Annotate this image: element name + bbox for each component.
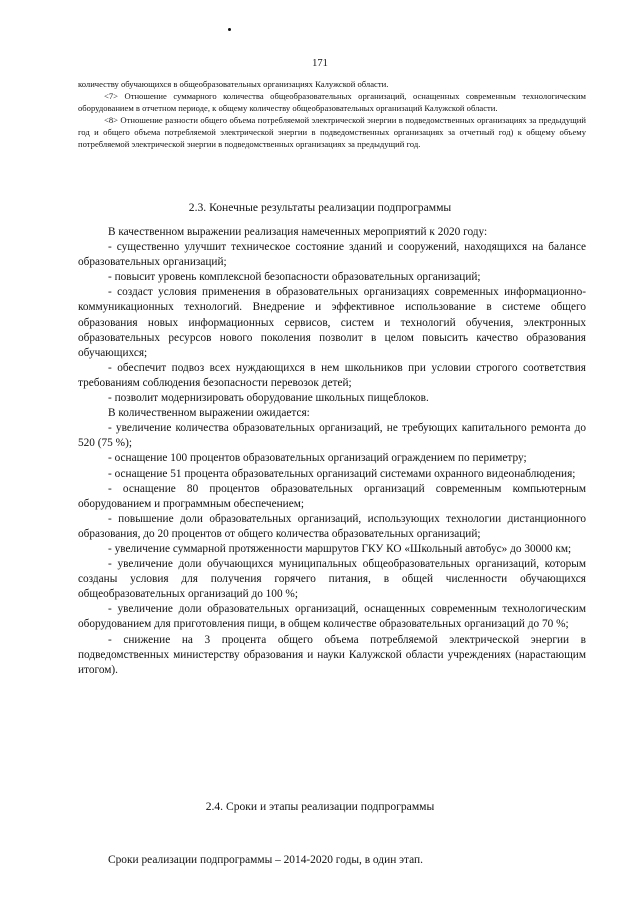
body-paragraph: - оснащение 100 процентов образовательных организаций ограждением по периметру; — [108, 452, 527, 465]
body-paragraph: - увеличение количества образовательных организаций, не требующих капитального ремонта до 520 (75 %); — [78, 422, 586, 450]
footnote-text: <7> Отношение суммарного количества общеобразовательных организаций, оснащенных современным технологическим оборудованием в отчетном периоде, к общему количеству общеобразовательных организаций Калужской области. — [78, 91, 586, 113]
body-paragraph: - оснащение 51 процента образовательных организаций системами охранного видеонаблюдения; — [108, 467, 576, 480]
body-paragraph: - обеспечит подвоз всех нуждающихся в нем школьников при условии строгого соответствия требованиям соблюдения безопасности перевозок детей; — [78, 361, 586, 389]
body-paragraph: - оснащение 80 процентов образовательных организаций современным компьютерным оборудованием и программным обеспечением; — [78, 482, 586, 510]
body-paragraph: - снижение на 3 процента общего объема потребляемой электрической энергии в подведомственных министерству образования и науки Калужской области учреждениях (нарастающим итогом). — [78, 633, 586, 676]
body-paragraph: В количественном выражении ожидается: — [108, 407, 310, 420]
scan-speck — [228, 28, 231, 31]
body-paragraph: - увеличение доли обучающихся муниципальных общеобразовательных организаций, которым созданы условия для получения горячего питания, в общей численности обучающихся общеобразовательных организаций до 100 %; — [78, 558, 586, 601]
body-paragraph: - позволит модернизировать оборудование школьных пищеблоков. — [108, 392, 429, 405]
footnote-text: количеству обучающихся в общеобразовательных организациях Калужской области. — [78, 79, 389, 89]
body-paragraph: - повысит уровень комплексной безопасности образовательных организаций; — [108, 271, 481, 284]
page-number: 171 — [312, 58, 328, 69]
footnotes-block — [78, 78, 586, 150]
body-paragraph: - повышение доли образовательных организаций, использующих технологии дистанционного образования, до 20 процентов от общего количества образовательных организаций; — [78, 512, 586, 540]
footnote-text: <8> Отношение разности общего объема потребляемой электрической энергии в подведомственных организациях за предыдущий год и общего объема потребляемой электрической энергии в подведомственных организациях за отчетный год) к общему объему потребляемой электрической энергии в подведомственных организациях за предыдущий год. — [78, 115, 586, 149]
section-heading-2-3: 2.3. Конечные результаты реализации подпрограммы — [188, 201, 452, 214]
body-paragraph: - увеличение доли образовательных организаций, оснащенных современным технологическим оборудованием для приготовления пищи, в общем количестве образовательных организаций до 70 %; — [78, 603, 586, 631]
body-paragraph: - увеличение суммарной протяженности маршрутов ГКУ КО «Школьный автобус» до 30000 км; — [108, 542, 572, 555]
schedule-text: Сроки реализации подпрограммы – 2014-2020 годы, в один этап. — [108, 854, 423, 866]
body-paragraph: - создаст условия применения в образовательных организациях современных информационно-коммуникационных технологий. Внедрение и эффективное использование в системе общего образования новых информационных сервисов, систем и технологий обучения, электронных образовательных ресурсов нового поколения позволит в целом повысить качество образования обучающихся; — [78, 286, 586, 359]
body-paragraph: В качественном выражении реализация намеченных мероприятий к 2020 году: — [108, 226, 488, 238]
body-paragraph: - существенно улучшит техническое состояние зданий и сооружений, находящихся на балансе образовательных организаций; — [78, 241, 586, 269]
results-body — [78, 225, 586, 678]
section-heading-2-4: 2.4. Сроки и этапы реализации подпрограммы — [205, 800, 435, 813]
